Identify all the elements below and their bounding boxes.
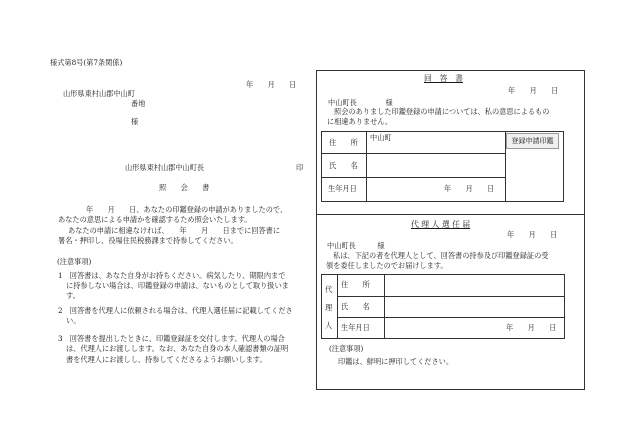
left-note-3a: 3 回答書を提出したときに、印鑑登録証を交付します。代理人の場合 [58, 334, 285, 343]
form-number: 様式第8号(第7条関係) [50, 58, 123, 67]
left-note-1a: 1 回答書は、あなた自身がお持ちください。病気したり、期限内まで [58, 271, 286, 280]
proxy-side-label-3: 人 [325, 321, 333, 330]
reply-table-col-1 [366, 131, 367, 201]
reply-birth-value: 年 月 日 [444, 184, 495, 193]
proxy-notes-heading: (注意事項) [329, 344, 364, 353]
proxy-table-row-1 [337, 296, 564, 297]
reply-label-birth: 生年月日 [328, 184, 357, 193]
proxy-title: 代 理 人 選 任 届 [411, 220, 471, 229]
left-seal: 印 [296, 163, 304, 172]
proxy-body-1: 私は、下記の者を代理人として、回答書の持参及び印鑑登録証の受 [333, 251, 549, 260]
proxy-side-label-2: 理 [325, 303, 333, 312]
left-banchi: 番地 [131, 99, 146, 108]
left-note-3b: は、代理人にお渡しします。なお、あなた自身の本人確認書類の証明 [66, 344, 289, 353]
reply-body-1: 照会のありました印鑑登録の申請については、私の意思によるもの [334, 107, 550, 116]
reply-body-2: に相違ありません。 [327, 117, 393, 126]
left-note-1b: に持参しない場合は、印鑑登録の申請は、ないものとして取り扱いま [66, 281, 289, 290]
reply-label-name: 氏 名 [329, 161, 358, 170]
left-date-line: 年 月 日 [246, 80, 297, 89]
left-sama: 様 [131, 117, 139, 126]
reply-table-row-1 [321, 153, 506, 154]
left-note-2a: 2 回答書を代理人に依頼される場合は、代理人選任届に記載してくださ [58, 306, 293, 315]
left-notes-heading: (注意事項) [57, 257, 92, 266]
left-note-1c: す。 [66, 291, 80, 300]
left-note-3c: 書を代理人にお渡しし、持参してくださるようお願いします。 [66, 355, 267, 364]
left-body-4: 署名・押印し、役場住民税務課まで持参してください。 [58, 236, 238, 245]
left-body-1: 年 月 日、あなたの印鑑登録の申請がありましたので、 [86, 205, 288, 214]
proxy-table-row-2 [337, 317, 564, 318]
proxy-label-address: 住 所 [341, 280, 370, 289]
section-divider [316, 214, 584, 215]
proxy-birth-value: 年 月 日 [506, 323, 557, 332]
left-body-3: あなたの申請に相違なければ、 年 月 日までに回答書に [68, 226, 281, 235]
reply-label-address: 住 所 [329, 138, 358, 147]
reply-table-row-2 [321, 177, 506, 178]
proxy-table-col-1 [337, 274, 338, 338]
reply-addressee: 中山町長 様 [328, 98, 393, 107]
proxy-side-label-1: 代 [325, 285, 333, 294]
left-note-2b: い。 [66, 316, 81, 325]
proxy-body-2: 領を委任しましたのでお届けします。 [326, 261, 448, 270]
left-issuer: 山形県東村山郡中山町長 [125, 163, 205, 172]
left-body-2: あなたの意思による申請かを確認するため照会いたします。 [58, 215, 252, 224]
left-address: 山形県東村山郡中山町 [63, 89, 135, 98]
proxy-label-birth: 生年月日 [341, 323, 370, 332]
proxy-addressee: 中山町長 様 [327, 241, 385, 250]
reply-date-line: 年 月 日 [508, 86, 559, 95]
proxy-note: 印鑑は、鮮明に押印してください。 [338, 357, 454, 366]
reply-title: 回 答 書 [424, 74, 463, 83]
reply-value-address: 中山町 [370, 133, 392, 142]
registration-seal-stamp: 登録申請印鑑 [506, 133, 559, 149]
proxy-date-line: 年 月 日 [507, 230, 558, 239]
proxy-table-col-2 [384, 274, 385, 338]
proxy-label-name: 氏 名 [341, 302, 370, 311]
left-title: 照 会 書 [159, 183, 210, 192]
